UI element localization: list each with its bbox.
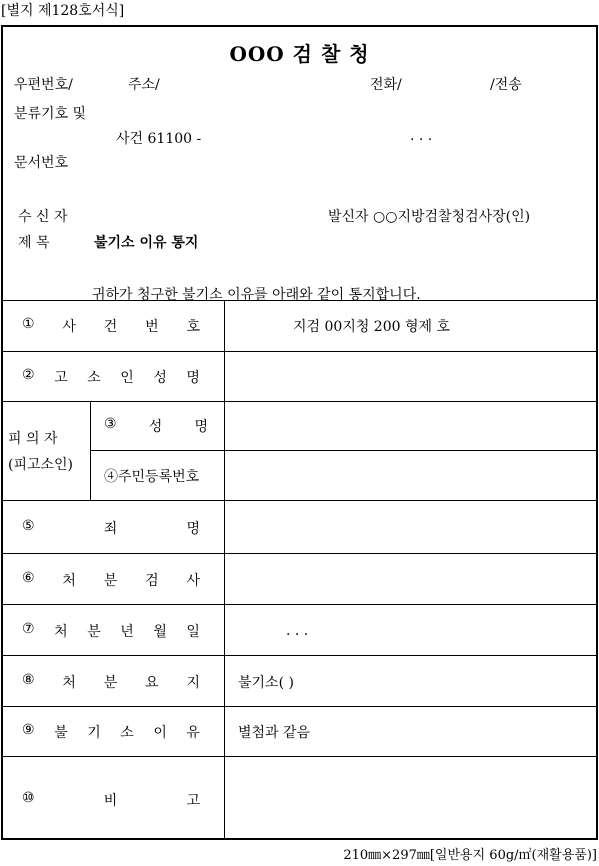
disposition-summary-value: 불기소( ): [238, 675, 294, 691]
row-divider: [1, 604, 598, 605]
row-label-complainant-name: ② 고 소 인 성 명: [22, 367, 200, 386]
notice-text: 귀하가 청구한 불기소 이유를 아래와 같이 통지합니다.: [92, 287, 421, 303]
recipient-label: 수 신 자: [18, 209, 68, 225]
row-label-prosecutor: ⑥ 처 분 검 사: [22, 570, 200, 589]
row-divider: [1, 553, 598, 554]
row-divider: [1, 351, 598, 352]
row-divider: [1, 706, 598, 707]
class-code-label: 분류기호 및: [14, 106, 87, 122]
row-label-non-indictment-reason: ⑨ 불 기 소 이 유: [22, 722, 200, 741]
case-number-value: 지검 00지청 200 형제 호: [293, 319, 451, 335]
postal-code-label: 우편번호/: [14, 77, 73, 93]
form-number-label: [별지 제128호서식]: [1, 3, 125, 19]
paper-spec-footer: 210㎜×297㎜[일반용지 60g/㎡(재활용품)]: [343, 848, 597, 863]
suspect-label: 피 의 자: [8, 431, 58, 447]
sender-label: 발신자 ○○지방검찰청검사장(인): [328, 209, 531, 225]
subject-value: 불기소 이유 통지: [94, 235, 199, 251]
phone-label: 전화/: [370, 77, 402, 93]
row-divider: [1, 756, 598, 757]
date-dots: . . .: [410, 128, 433, 144]
row-label-resident-number: ④주민등록번호: [104, 469, 200, 485]
row-label-suspect-name: ③ 성 명: [104, 416, 208, 435]
row-label-disposition-date: ⑦ 처 분 년 월 일: [22, 621, 200, 640]
row-label-offense: ⑤ 죄 명: [22, 518, 200, 537]
disposition-date-value: . . .: [286, 623, 309, 639]
row-divider: [1, 655, 598, 656]
row-divider: [90, 450, 598, 451]
document-number-label: 문서번호: [14, 155, 69, 171]
page-title: OOO 검 찰 청: [229, 42, 370, 66]
fax-label: /전송: [490, 77, 522, 93]
suspect-column-divider: [90, 401, 91, 500]
row-label-case-number: ① 사 건 번 호: [22, 316, 200, 335]
column-divider: [224, 300, 225, 840]
case-number: 사건 61100 -: [116, 131, 202, 147]
table-top-line: [1, 300, 598, 301]
row-label-disposition-summary: ⑧ 처 분 요 지: [22, 672, 200, 691]
non-indictment-reason-value: 별첨과 같음: [238, 725, 311, 741]
row-divider: [1, 500, 598, 501]
row-label-remarks: ⑩ 비 고: [22, 790, 200, 809]
address-label: 주소/: [128, 77, 160, 93]
suspect-sublabel: (피고소인): [8, 457, 74, 473]
subject-label: 제 목: [18, 235, 50, 251]
